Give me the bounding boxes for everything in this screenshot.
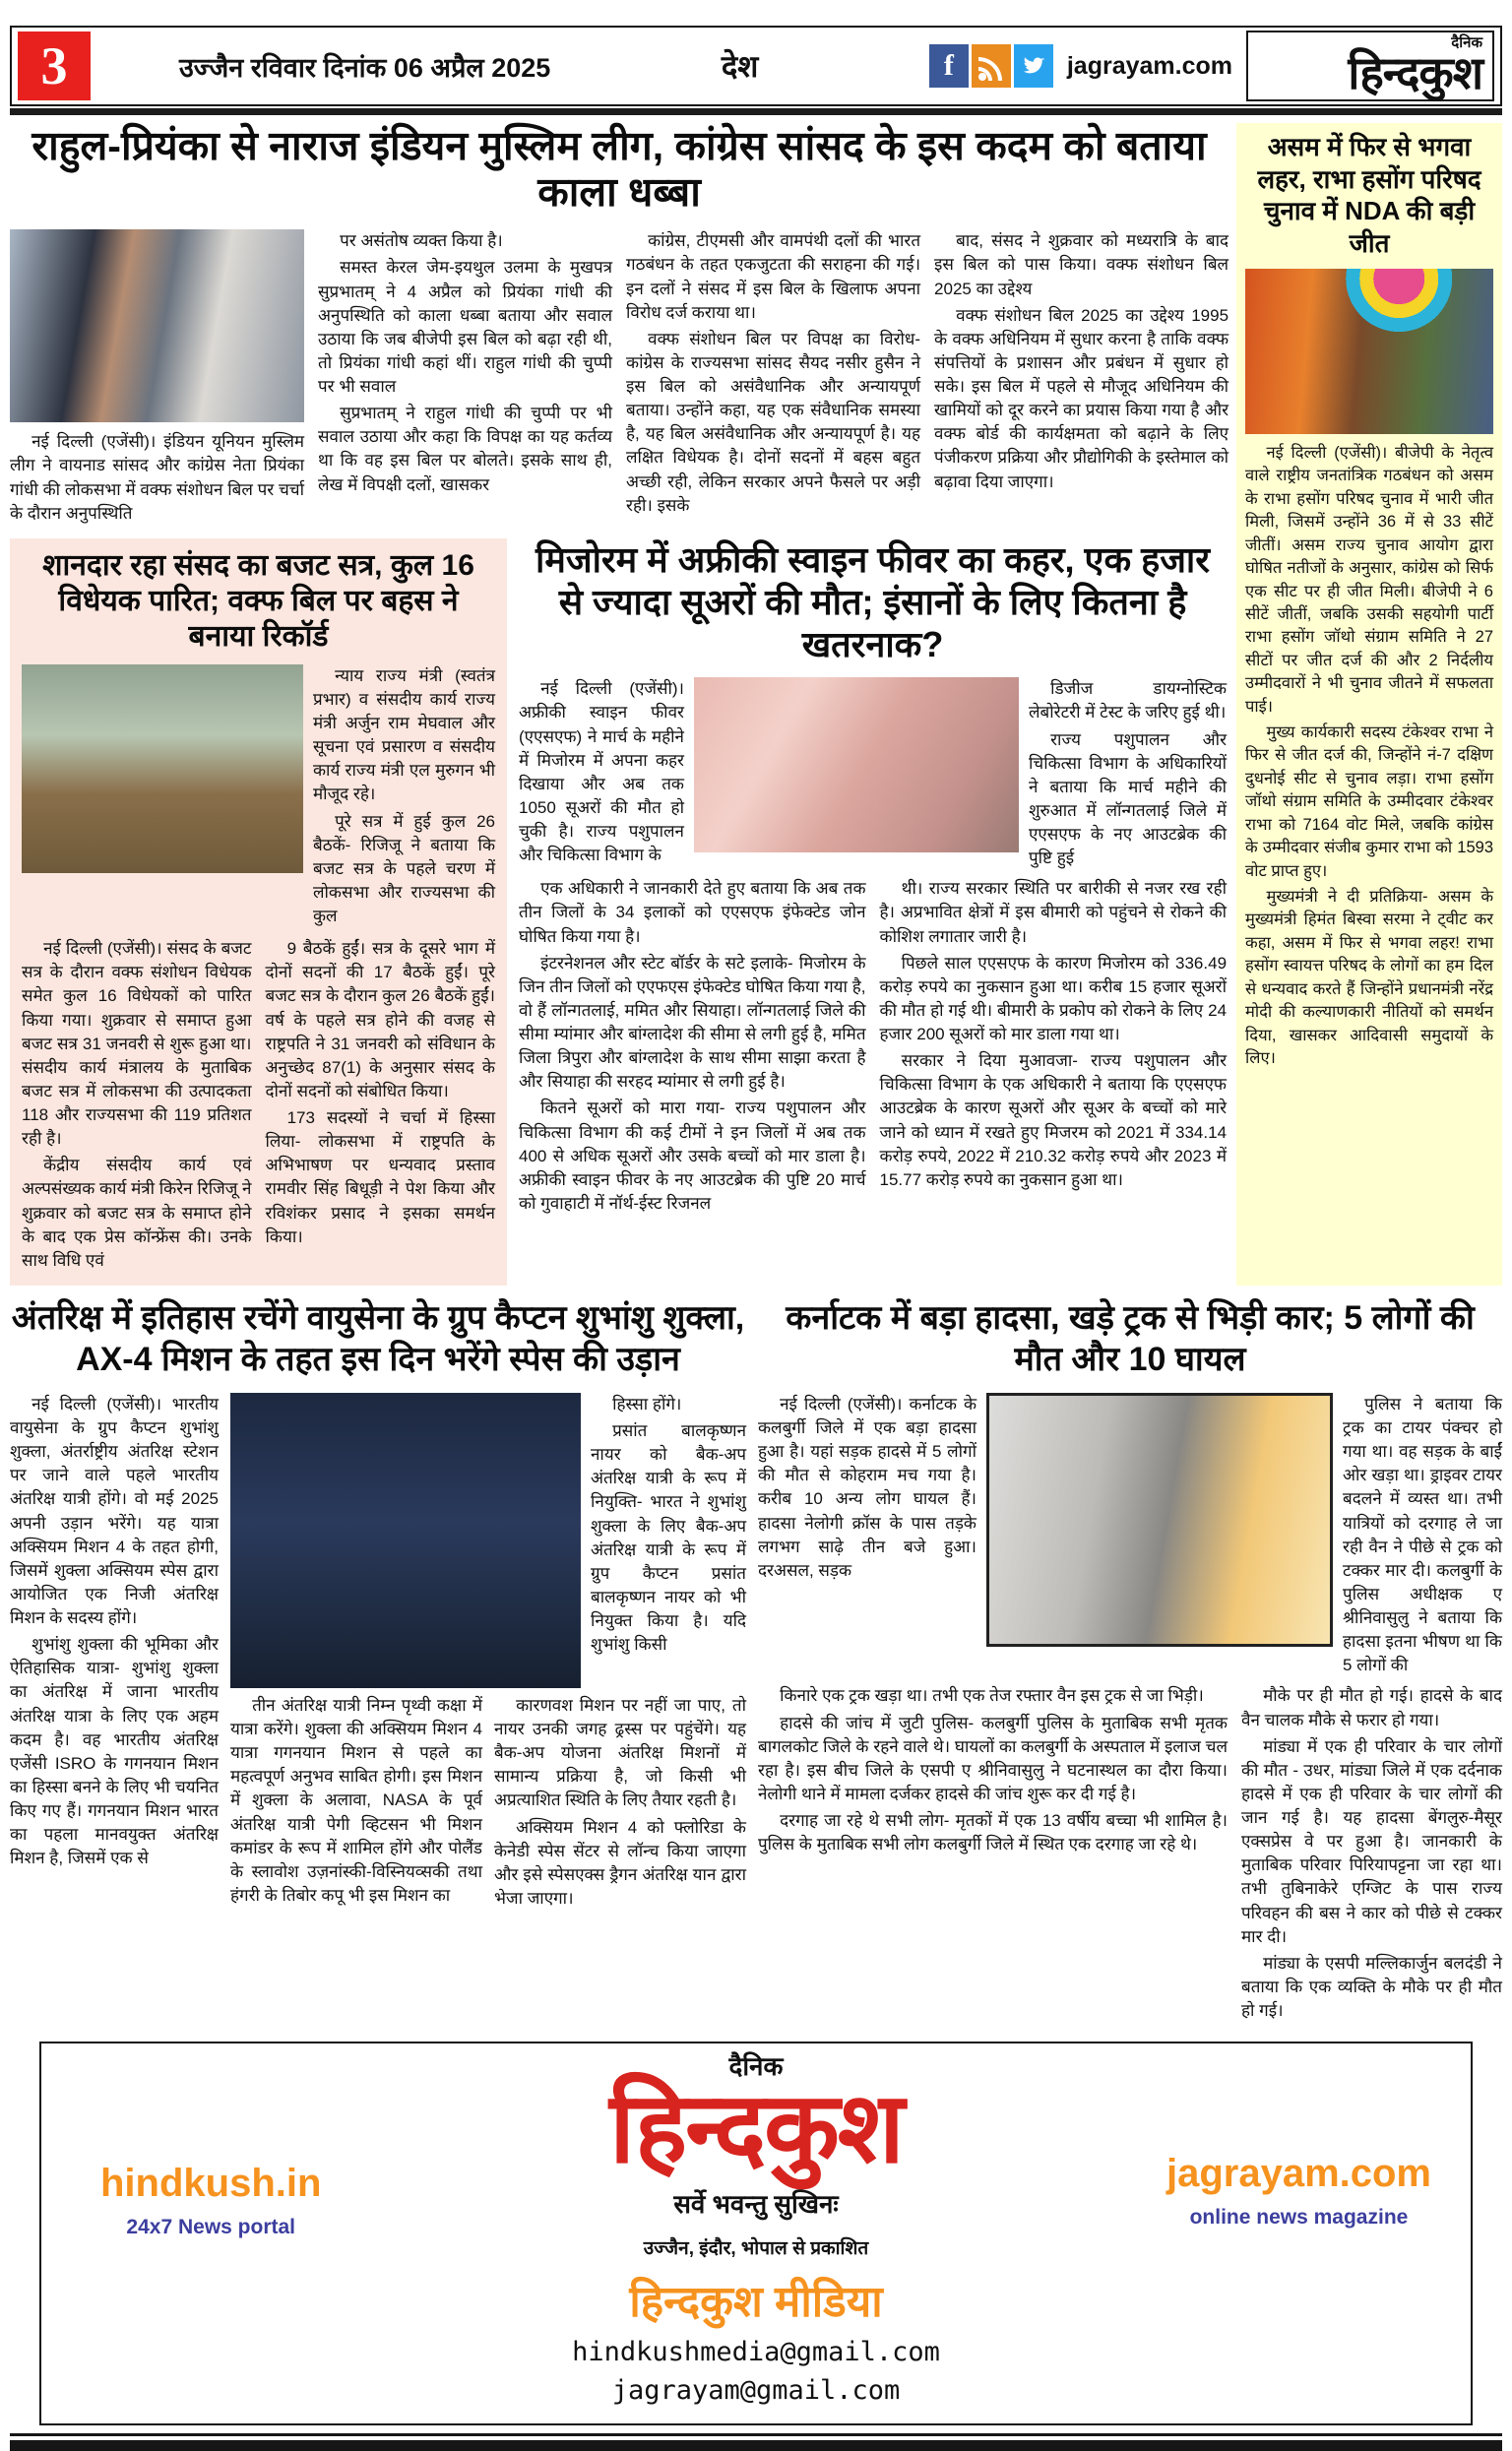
paragraph: पर असंतोष व्यक्त किया है। xyxy=(340,231,503,251)
paragraph: न्याय राज्य मंत्री (स्वतंत्र प्रभार) व संसदीय कार्य राज्य मंत्री अर्जुन राम मेघवाल और सूचना एवं प्रसारण व संसदीय कार्य राज्य मंत्री एल मुरुगन भी मौजूद रहे। xyxy=(313,665,495,804)
paragraph: मुख्य कार्यकारी सदस्य टंकेश्वर राभा ने फिर से जीत दर्ज की, जिन्होंने नं-7 दक्षिण दुधनोई सीट से चुनाव लड़ा। राभा हसोंग जॉथो संग्राम समिति के उम्मीदवार टंकेश्वर राभा को 7164 वोट मिले, जबकि कांग्रेस के उम्मीदवार संजीब कुमार राभा को 1593 वोट प्राप्त हुए। xyxy=(1245,723,1493,880)
article-column xyxy=(880,877,1228,1219)
paragraph: मुख्यमंत्री ने दी प्रतिक्रिया- असम के मुख्यमंत्री हिमंत बिस्वा सरमा ने ट्वीट कर कहा, असम में फिर से भगवा लहर! राभा हसोंग स्वायत्त परिषद के लोगों का हम दिल से धन्यवाद करते हैं जिन्होंने प्रधानमंत्री नरेंद्र मोदी की कल्याणकारी नीतियों को समर्थन दिया, खासकर आदिवासी समुदायों के लिए। xyxy=(1245,888,1493,1067)
footer-left-block xyxy=(100,2162,321,2239)
paragraph: नई दिल्ली (एजेंसी)। कर्नाटक के कलबुर्गी जिले में एक बड़ा हादसा हुआ है। यहां सड़क हादसे में 5 लोगों की मौत से कोहराम मच गया है। करीब 10 अन्य लोग घायल हैं। हादसा नेलोगी क्रॉस के पास तड़के लगभग साढ़े तीन बजे हुआ। दरअसल, सड़क xyxy=(758,1394,976,1580)
paragraph: पिछले साल एएसएफ के कारण मिजोरम को 336.49 करोड़ रुपये का नुकसान हुआ था। करीब 15 हजार सूअरों की मौत हो गई थी। बीमारी के प्रकोप को रोकने के लिए 24 हजार 200 सूअरों को मार डाला गया था। xyxy=(879,953,1228,1044)
article-assam-nda-win xyxy=(1236,123,1502,1286)
paragraph: वक्फ संशोधन बिल पर विपक्ष का विरोध- कांग्रेस के राज्यसभा सांसद सैयद नसीर हुसैन ने इस बिल को असंवैधानिक और अन्यायपूर्ण बताया। उन्होंने कहा, यह एक संवैधानिक समस्या है, यह बिल असंवैधानिक और अन्यायपूर्ण है। यह लक्षित विधेयक है। दोनों सदनों में बहस बहुत अच्छी रही, लेकिन सरकार अपने फैसले पर अड़ी रही। इसके xyxy=(626,329,921,515)
paragraph: पूरे सत्र में हुई कुल 26 बैठकें- रिजिजू ने बताया कि बजट सत्र के पहले चरण में लोकसभा और राज्यसभा की कुल xyxy=(313,811,495,926)
paragraph: मांड्या के एसपी मल्लिकार्जुन बलदंडी ने बताया कि एक व्यक्ति के मौके पर ही मौत हो गई। xyxy=(1241,1953,1502,2021)
paragraph: सरकार ने दिया मुआवजा- राज्य पशुपालन और चिकित्सा विभाग के एक अधिकारी ने बताया कि एएसएफ आउटब्रेक के कारण सूअरों और सूअर के बच्चों को मारे जाने को ध्यान में रखते हुए मिजरम को 2021 में 334.14 करोड़ रुपये, 2022 में 210.32 करोड़ रुपये और 2023 में 15.77 करोड़ रुपये का नुकसान हुआ था। xyxy=(879,1051,1228,1189)
article-column xyxy=(494,1694,746,1914)
article-budget-session xyxy=(10,538,507,1286)
footer-masthead-box xyxy=(39,2042,1473,2425)
paragraph: नई दिल्ली (एजेंसी)। इंडियन यूनियन मुस्लिम लीग ने वायनाड सांसद और कांग्रेस नेता प्रियंका गांधी की लोकसभा में वक्फ संशोधन बिल पर चर्चा के दौरान अनुपस्थिति xyxy=(10,432,305,523)
paragraph: तीन अंतरिक्ष यात्री निम्न पृथ्वी कक्षा में यात्रा करेंगे। शुक्ला की अक्सियम मिशन 4 यात्रा गगनयान मिशन से पहले का महत्वपूर्ण अनुभव साबित होगी। इस मिशन में शुक्ला के अलावा, NASA के पूर्व अंतरिक्ष यात्री पेगी व्हिटसन भी मिशन कमांडर के रूप में शामिल होंगे और पोलैंड के स्लावोश उज़नांस्की-विस्नियव्सकी तथा हंगरी के तिबोर कपू भी इस मिशन का xyxy=(230,1695,482,1905)
article-shubhanshu-shukla-ax4 xyxy=(10,1297,746,2026)
twitter-bird xyxy=(1021,53,1046,79)
footer-right-block xyxy=(1166,2152,1431,2230)
article-headline: अंतरिक्ष में इतिहास रचेंगे वायुसेना के ग्रुप कैप्टन शुभांशु शुक्ला, AX-4 मिशन के तहत इस दिन भरेंगे स्पेस की उड़ान xyxy=(11,1298,745,1379)
paragraph: मौके पर ही मौत हो गई। हादसे के बाद वैन चालक मौके से फरार हो गया। xyxy=(1241,1686,1502,1729)
paragraph: कारणवश मिशन पर नहीं जा पाए, तो नायर उनकी जगह ढ्रस्स पर पहुंचेंगे। यह बैक-अप योजना अंतरिक्ष मिशनों में सामान्य प्रक्रिया है, जो किसी भी अप्रत्याशित स्थिति के लिए तैयार रहती है। xyxy=(494,1695,746,1810)
article-column xyxy=(266,937,496,1276)
photo-ax4-crew xyxy=(230,1393,581,1688)
paragraph: डिजीज डायग्नोस्टिक लेबोरेटरी में टेस्ट के जरिए हुई थी। xyxy=(1029,679,1228,723)
paragraph: सुप्रभातम् ने राहुल गांधी की चुप्पी पर भी सवाल उठाया और कहा कि विपक्ष का यह कर्तव्य था कि वह इस बिल पर बोलते। इसके साथ ही, लेख में विपक्षी दलों, खासकर xyxy=(318,404,613,494)
paragraph: नई दिल्ली (एजेंसी)। भारतीय वायुसेना के ग्रुप कैप्टन शुभांशु शुक्ला, अंतर्राष्ट्रीय अंतरिक्ष स्टेशन पर जाने वाले पहले भारतीय अंतरिक्ष यात्री होंगे। वो मई 2025 अपनी उड़ान भरेंगे। यह यात्रा अक्सियम मिशन 4 के तहत होगी, जिसमें शुक्ला अक्सियम स्पेस द्वारा आयोजित एक निजी अंतरिक्ष मिशन के सदस्य होंगे। xyxy=(10,1394,219,1628)
bottom-rule-thin xyxy=(10,2433,1502,2436)
website-link[interactable]: jagrayam.com xyxy=(1066,51,1232,80)
photo-parliament-chamber xyxy=(22,664,303,873)
paragraph: अक्सियम मिशन 4 को फ्लोरिडा के केनेडी स्पेस सेंटर से लॉन्च किया जाएगा और इसे स्पेसएक्स ड्रैगन अंतरिक्ष यान द्वारा भेजा जाएगा। xyxy=(494,1817,746,1908)
article-column xyxy=(591,1393,746,1688)
article-column xyxy=(934,229,1228,529)
article-column xyxy=(758,1393,976,1681)
paragraph: राज्य पशुपालन और चिकित्सा विभाग के अधिकारियों ने बताया कि मार्च महीने की शुरुआत में लॉन्गतलाई जिले में एएसएफ के नए आउटब्रेक की पुष्टि हुई xyxy=(1029,729,1228,868)
header-bar xyxy=(10,26,1502,106)
article-column xyxy=(313,664,495,931)
jagrayam-site-tagline: online news magazine xyxy=(1189,2206,1409,2230)
article-headline: शानदार रहा संसद का बजट सत्र, कुल 16 विधेयक पारित; वक्फ बिल पर बहस ने बनाया रिकॉर्ड xyxy=(42,548,474,653)
hindkush-site-link[interactable]: hindkush.in xyxy=(100,2162,322,2206)
article-karnataka-accident xyxy=(758,1297,1502,2026)
paragraph: नई दिल्ली (एजेंसी)। बीजेपी के नेतृत्व वाले राष्ट्रीय जनतांत्रिक गठबंधन को असम के राभा हसोंग परिषद चुनाव में भारी जीत मिली, जिसमें उन्होंने 36 में से 33 सीटें जीतीं। असम राज्य चुनाव आयोग द्वारा घोषित नतीजों के अनुसार, कांग्रेस को सिर्फ एक सीट पर ही जीत मिली। बीजेपी ने 6 सीटें जीतीं, जबकि उसकी सहयोगी पार्टी राभा हसोंग जॉथो संग्राम समिति ने 27 सीटों पर जीत दर्ज की और 2 निर्दलीय उम्मीदवारों ने भी चुनाव जीतने में सफलता पाई। xyxy=(1245,444,1493,716)
bottom-section xyxy=(10,1297,1502,2026)
paragraph: वक्फ संशोधन बिल 2025 का उद्देश्य 1995 के वक्फ अधिनियम में सुधार करना है ताकि वक्फ संपत्तियों के प्रशासन और प्रबंधन में सुधार हो सके। इस बिल में पहले से मौजूद अधिनियम की खामियों को दूर करने का प्रयास किया गया है और वक्फ बोर्ड की कार्यक्षमता को बढ़ाने के लिए पंजीकरण प्रक्रिया और प्रौद्योगिकी के इस्तेमाल को बढ़ावा दिया जाएगा। xyxy=(934,305,1229,491)
header-rule xyxy=(10,108,1502,115)
paragraph: दरगाह जा रहे थे सभी लोग- मृतकों में एक 13 वर्षीय बच्चा भी शामिल है। पुलिस के मुताबिक सभी लोग कलबुर्गी जिले में स्थित एक दरगाह जा रहे थे। xyxy=(758,1811,1228,1854)
article-column xyxy=(1343,1393,1502,1681)
article-headline: असम में फिर से भगवा लहर, राभा हसोंग परिषद चुनाव में NDA की बड़ी जीत xyxy=(1257,132,1481,258)
dateline: उज्जैन रविवार दिनांक 06 अप्रैल 2025 xyxy=(179,52,551,83)
paragraph: समस्त केरल जेम-इयथुल उलमा के मुखपत्र सुप्रभातम् ने 4 अप्रैल को प्रियंका गांधी की अनुपस्थिति को काला धब्बा बताया और सवाल उठाया कि जब बीजेपी इस बिल को बढ़ा रही थी, तो प्रियंका गांधी कहां थीं। राहुल गांधी की चुप्पी पर भी सवाल xyxy=(318,258,613,397)
top-section xyxy=(10,123,1502,1286)
article-headline: राहुल-प्रियंका से नाराज इंडियन मुस्लिम लीग, कांग्रेस सांसद के इस कदम को बताया काला धब्बा xyxy=(32,123,1207,216)
article-headline: मिजोरम में अफ्रीकी स्वाइन फीवर का कहर, एक हजार से ज्यादा सूअरों की मौत; इंसानों के लिए कितना है खतरनाक? xyxy=(536,538,1210,665)
footer-published-from: उज्जैन, इंदौर, भोपाल से प्रकाशित xyxy=(643,2238,869,2260)
article-column xyxy=(1029,677,1227,873)
paragraph: थी। राज्य सरकार स्थिति पर बारीकी से नजर रख रही है। अप्रभावित क्षेत्रों में इस बीमारी को पहुंचने से रोकने की कोशिश लगातार जारी है। xyxy=(879,879,1228,946)
paragraph: नई दिल्ली (एजेंसी)। अफ्रीकी स्वाइन फीवर (एएसएफ) ने मार्च के महीने में मिजोरम में अपना कहर दिखाया और अब तक 1050 सूअरों की मौत हो चुकी है। राज्य पशुपालन और चिकित्सा विभाग के xyxy=(519,679,684,865)
photo-pigs xyxy=(694,677,1019,852)
social-icons xyxy=(929,44,1053,88)
section-title: देश xyxy=(721,49,759,84)
article-column xyxy=(22,937,252,1276)
rss-icon[interactable] xyxy=(972,44,1011,88)
footer-media-name: हिन्दकुश मीडिया xyxy=(629,2278,883,2327)
article-column xyxy=(1245,442,1493,1070)
paragraph: मांड्या में एक ही परिवार के चार लोगों की मौत - उधर, मांड्या जिले में एक दर्दनाक हादसे में एक ही परिवार के चार लोगों की जान गई है। यह हादसा बेंगलुरु-मैसूर एक्सप्रेस वे पर हुआ है। जानकारी के मुताबिक परिवार पिरियापट्टना जा रहा था। तभी तुबिनाकेरे एग्जिट के पास राज्य परिवहन की बस ने कार को पीछे से टक्कर मार दी। xyxy=(1241,1736,1502,1946)
photo-rahul-priyanka-gandhi xyxy=(10,229,304,422)
bottom-rule-thick xyxy=(10,2440,1502,2451)
paragraph: 9 बैठकें हुईं। सत्र के दूसरे भाग में दोनों सदनों की 17 बैठकें हुईं। पूरे बजट सत्र के दौरान कुल 26 बैठकें हुईं। वर्ष के पहले सत्र होने की वजह से राष्ट्रपति ने 31 जनवरी को संविधान के अनुच्छेद 87(1) के अनुसार संसद के दोनों सदनों को संबोधित किया। xyxy=(265,939,495,1100)
footer-masthead-logo: हिन्दकुश xyxy=(609,2074,903,2184)
photo-assam-bjp-leaders xyxy=(1245,269,1493,434)
article-column xyxy=(318,229,612,529)
paragraph: कितने सूअरों को मारा गया- राज्य पशुपालन और चिकित्सा विभाग की कई टीमों ने इन जिलों में अब तक 400 से अधिक सूअरों और उसके बच्चों को मार डाला है। अफ्रीकी स्वाइन फीवर के नए आउटब्रेक की पुष्टि 20 मार्च को गुवाहाटी में नॉर्थ-ईस्ट रिजनल xyxy=(519,1099,866,1213)
article-headline: कर्नाटक में बड़ा हादसा, खड़े ट्रक से भिड़ी कार; 5 लोगों की मौत और 10 घायल xyxy=(786,1298,1475,1379)
paragraph: किनारे एक ट्रक खड़ा था। तभी एक तेज रफ्तार वैन इस ट्रक से जा भिड़ी। xyxy=(780,1686,1204,1706)
paragraph: इंटरनेशनल और स्टेट बॉर्डर के सटे इलाके- मिजोरम के जिन तीन जिलों को एएफएस इंफेक्टेड घोषित किया गया है, वो हैं लॉन्गतलाई, ममित और सियाहा। लॉन्गतलाई जिले की सीमा म्यांमार और बांग्लादेश की सीमा से लगी हुई है, ममित जिला त्रिपुरा और बांग्लादेश के साथ सीमा साझा करता है और सियाहा की सरहद म्यांमार से लगी हुई है। xyxy=(519,953,866,1092)
paragraph: 173 सदस्यों ने चर्चा में हिस्सा लिया- लोकसभा में राष्ट्रपति के अभिभाषण पर धन्यवाद प्रस्ताव रामवीर सिंह बिधूड़ी ने पेश किया और रविशंकर प्रसाद ने इसका समर्थन किया। xyxy=(265,1108,495,1246)
masthead-title: हिन्दकुश xyxy=(1348,48,1482,98)
paragraph: कांग्रेस, टीएमसी और वामपंथी दलों की भारत गठबंधन के तहत एकजुटता की सराहना की गई। इन दलों ने संसद में इस बिल के खिलाफ अपना विरोध दर्ज कराया था। xyxy=(626,231,921,322)
paragraph: नई दिल्ली (एजेंसी)। संसद के बजट सत्र के दौरान वक्फ संशोधन विधेयक समेत कुल 16 विधेयकों को पारित किया गया। शुक्रवार से समाप्त हुआ बजट सत्र 31 जनवरी से शुरू हुआ था। संसदीय कार्य मंत्रालय के मुताबिक बजट सत्र में लोकसभा की उत्पादकता 118 और राज्यसभा की 119 प्रतिशत रही है। xyxy=(22,939,252,1149)
paragraph: प्रसांत बालकृष्णन नायर को बैक-अप अंतरिक्ष यात्री के रूप में नियुक्ति- भारत ने शुभांशु शुक्ला के लिए बैक-अप अंतरिक्ष यात्री के रूप में ग्रुप कैप्टन प्रसांत बालकृष्णन नायर को भी नियुक्त किया है। यदि शुभांशु किसी xyxy=(591,1421,746,1655)
page-number: 3 xyxy=(18,31,91,100)
facebook-icon[interactable]: f xyxy=(929,44,969,88)
article-column xyxy=(10,1393,219,1914)
article-column xyxy=(758,1684,1228,2026)
hindkush-site-tagline: 24x7 News portal xyxy=(126,2216,296,2239)
article-column xyxy=(519,877,866,1219)
footer-email-2[interactable]: jagrayam@gmail.com xyxy=(611,2375,901,2407)
paragraph: हिस्सा होंगे। xyxy=(612,1394,682,1414)
paragraph: पुलिस ने बताया कि ट्रक का टायर पंक्चर हो गया था। वह सड़क के बाईं ओर खड़ा था। ड्राइवर टायर बदलने में व्यस्त था। तभी यात्रियों को दरगाह ले जा रही वैन ने पीछे से ट्रक को टक्कर मार दी। कलबुर्गी के पुलिस अधीक्षक ए श्रीनिवासुलु ने बताया कि हादसा इतना भीषण था कि 5 लोगों की xyxy=(1343,1394,1502,1675)
jagrayam-site-link[interactable]: jagrayam.com xyxy=(1166,2152,1431,2196)
footer-email-1[interactable]: hindkushmedia@gmail.com xyxy=(572,2337,940,2368)
paragraph: बाद, संसद ने शुक्रवार को मध्यरात्रि के बाद इस बिल को पास किया। वक्फ संशोधन बिल 2025 का उद्देश्य xyxy=(934,231,1229,298)
article-column xyxy=(626,229,920,529)
article-column xyxy=(230,1694,482,1914)
footer-daily-label: दैनिक xyxy=(728,2051,784,2082)
article-column xyxy=(1241,1684,1502,2026)
article-column xyxy=(10,430,304,526)
article-swine-fever xyxy=(517,538,1228,1286)
paragraph: एक अधिकारी ने जानकारी देते हुए बताया कि अब तक तीन जिलों के 34 इलाकों को एएसएफ इंफेक्टेड जोन घोषित किया गया है। xyxy=(519,879,866,946)
masthead-logo xyxy=(1246,31,1494,101)
footer-motto: सर्वे भवन्तु सुखिनः xyxy=(673,2189,839,2220)
article-column xyxy=(519,677,684,873)
paragraph: शुभांशु शुक्ला की भूमिका और ऐतिहासिक यात्रा- शुभांशु शुक्ला का अंतरिक्ष में जाना भारतीय अंतरिक्ष यात्रा के लिए एक अहम कदम है। वह भारतीय अंतरिक्ष एजेंसी ISRO के गगनयान मिशन का हिस्सा बनने के लिए भी चयनित किए गए हैं। गगनयान मिशन भारत का पहला मानवयुक्त अंतरिक्ष मिशन है, जिसमें एक से xyxy=(10,1635,219,1868)
twitter-icon[interactable] xyxy=(1014,44,1053,88)
photo-car-crash xyxy=(986,1393,1333,1647)
paragraph: हादसे की जांच में जुटी पुलिस- कलबुर्गी पुलिस के मुताबिक सभी मृतक बागलकोट जिले के रहने वाले थे। घायलों का कलबुर्गी के अस्पताल में इलाज चल रहा है। इस बीच जिले के एसपी ए श्रीनिवासुलु ने घटनास्थल का दौरा किया। नेलोगी थाने में मामला दर्जकर हादसे की जांच शुरू कर दी गई है। xyxy=(758,1713,1228,1803)
paragraph: केंद्रीय संसदीय कार्य एवं अल्पसंख्यक कार्य मंत्री किरेन रिजिजू ने शुक्रवार को बजट सत्र के समाप्त होने के बाद एक प्रेस कॉन्फ्रेंस की। उनके साथ विधि एवं xyxy=(22,1156,252,1270)
rss-dot xyxy=(978,73,986,81)
article-muslim-league xyxy=(10,123,1228,529)
masthead-daily: दैनिक xyxy=(1451,34,1482,51)
